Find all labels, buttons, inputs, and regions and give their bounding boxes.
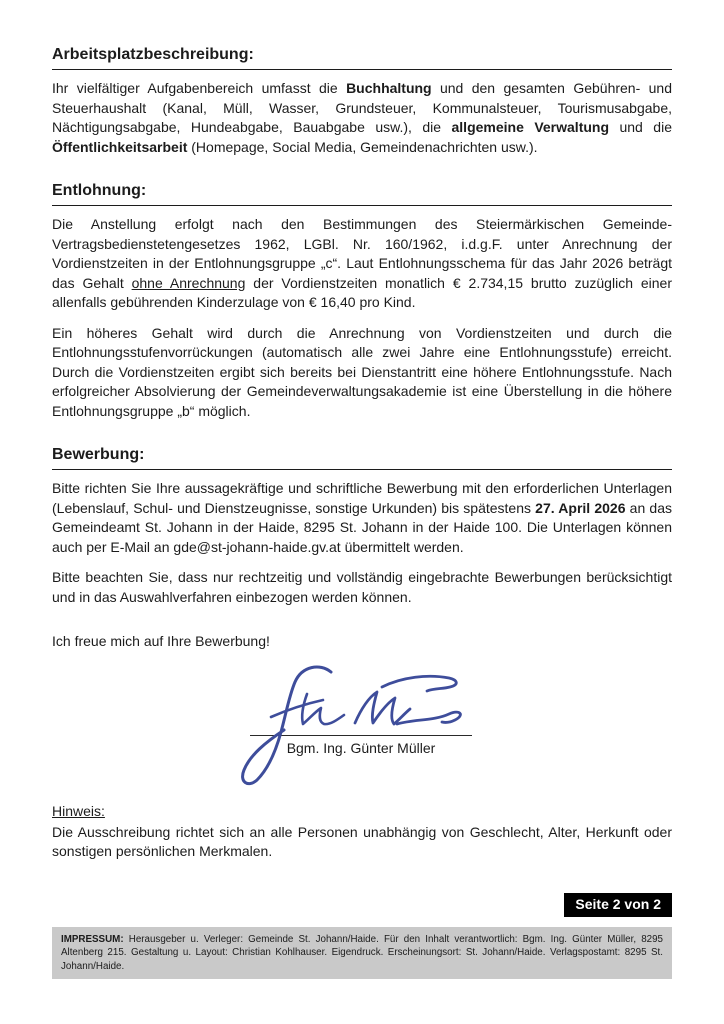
text-run: an das Gemeindeamt St. Johann in der Haide, 8295 St. Johann in der Haide 100. Die Unterlagen können auch per E-Mail an (52, 499, 672, 555)
text-run: Die Anstellung erfolgt nach den Bestimmungen des Steiermärkischen Gemeinde-Vertragsbedienstetengesetzes 1962, LGBl. Nr. 160/1962, i.d.g.F. unter Anrechnung der Vordienstzeiten in der Entlohnungsgruppe „c“. Laut Entlohnungsschema für das Jahr 2026 beträgt das Gehalt (52, 216, 672, 291)
job-description-paragraph (52, 79, 672, 157)
closing-sentence: Ich freue mich auf Ihre Bewerbung! (52, 633, 270, 649)
section-heading-entlohnung: Entlohnung: (52, 182, 672, 206)
signature-name: Bgm. Ing. Günter Müller (286, 739, 436, 756)
bold-text-run: Buchhaltung (346, 80, 432, 96)
remuneration-paragraph-1 (52, 215, 672, 313)
text-run: und den gesamten Gebühren- und Steuerhaushalt (Kanal, Müll, Wasser, Grundsteuer, Kommunalsteuer, Tourismusabgabe, Nächtigungsabgabe, Hundeabgabe, Bauabgabe usw.), die (52, 80, 672, 135)
notice-label: Hinweis: (52, 802, 105, 819)
bold-text-run: Öffentlichkeitsarbeit (52, 138, 188, 155)
imprint (52, 927, 672, 980)
bold-text-run: 27. April 2026 (535, 499, 626, 516)
text-run: Ihr vielfältiger Aufgabenbereich umfasst die (52, 80, 347, 96)
remuneration-paragraph-2: Ein höheres Gehalt wird durch die Anrechnung von Vordienstzeiten und durch die Entlohnungsstufenvorrückungen (automatisch alle zwei Jahre eine Entlohnungsstufe) erreicht. Durch die Vordienstzeiten ergibt sich bereits bei Dienstantritt eine höhere Entlohnungsstufe. Nach erfolgreicher Absolvierung der Gemeindeverwaltungsakademie ist eine Überstellung in die höhere Entlohnungsgruppe „b“ möglich. (52, 324, 672, 419)
imprint-text: Herausgeber u. Verleger: Gemeinde St. Johann/Haide. Für den Inhalt verantwortlich: Bgm. Ing. Günter Müller, 8295 Altenberg 215. Gestaltung u. Layout: Christian Kohlhauser. Eigendruck. Erscheinungsort: St. Johann/Haide. Verlagspostamt: 8295 St. Johann/Haide. (61, 933, 663, 972)
section-arbeitsplatzbeschreibung (52, 46, 672, 157)
application-paragraph-1 (52, 479, 672, 557)
section-entlohnung (52, 182, 672, 421)
underlined-text-run: ohne Anrechnung (131, 274, 246, 291)
text-run: und die (609, 119, 672, 135)
page-badge-row (52, 893, 672, 917)
text-run: übermittelt werden. (340, 538, 464, 555)
bold-text-run: allgemeine Verwaltung (451, 119, 610, 135)
section-bewerbung (52, 446, 672, 652)
section-heading-arbeitsplatzbeschreibung: Arbeitsplatzbeschreibung: (52, 46, 672, 70)
signature-ink (234, 662, 480, 788)
page-number-badge: Seite 2 von 2 (564, 893, 672, 917)
text-run: (Homepage, Social Media, Gemeindenachrichten usw.). (187, 138, 538, 155)
email-address: gde@st-johann-haide.gv.at (173, 538, 341, 555)
signature-block (234, 662, 480, 788)
text-run: der Vordienstzeiten monatlich € 2.734,15 brutto zuzüglich einer allenfalls gebührenden Kinderzulage von € 16,40 pro Kind. (52, 274, 673, 310)
application-paragraph-2: Bitte beachten Sie, dass nur rechtzeitig und vollständig eingebrachte Bewerbungen berücksichtigt und in das Auswahlverfahren einbezogen werden können. (52, 569, 672, 605)
notice-text: Die Ausschreibung richtet sich an alle Personen unabhängig von Geschlecht, Alter, Herkunft oder sonstigen persönlichen Merkmalen. (52, 823, 672, 859)
imprint-label: IMPRESSUM: (61, 933, 124, 945)
notice-section (52, 802, 672, 862)
text-run: Bitte richten Sie Ihre aussagekräftige und schriftliche Bewerbung mit den erforderlichen Unterlagen (Lebenslauf, Schul- und Dienstzeugnisse, sonstige Urkunden) bis spätestens (52, 480, 672, 516)
section-heading-bewerbung: Bewerbung: (52, 446, 672, 470)
